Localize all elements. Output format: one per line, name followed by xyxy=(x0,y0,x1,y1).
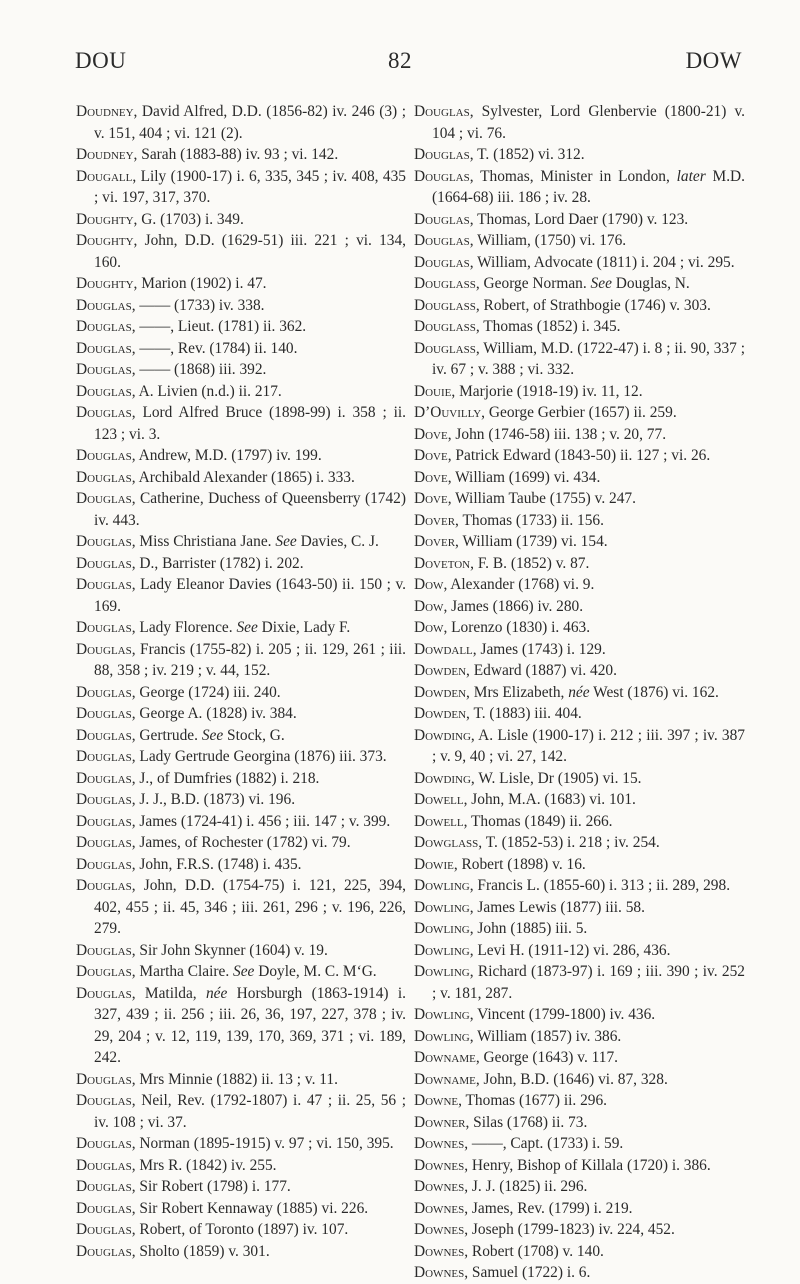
index-entry xyxy=(414,703,745,725)
entry-surname: Douglas, xyxy=(76,963,136,980)
index-entry xyxy=(414,660,745,682)
entry-detail: James Lewis (1877) iii. 58. xyxy=(473,898,645,916)
entry-detail: William Taube (1755) v. 247. xyxy=(451,490,636,507)
entry-detail: Marjorie (1918-19) iv. 11, 12. xyxy=(455,382,643,400)
entry-detail: John, F.R.S. (1748) i. 435. xyxy=(135,855,302,873)
entry-detail: Francis L. (1855-60) i. 313 ; ii. 289, 298. xyxy=(473,877,731,894)
entry-surname: Douglas, xyxy=(76,1156,136,1174)
index-entry xyxy=(414,596,745,618)
entry-detail: Levi H. (1911-12) vi. 286, 436. xyxy=(473,941,671,959)
entry-surname: Dowling, xyxy=(414,1027,474,1045)
index-entry xyxy=(76,338,406,360)
index-entry xyxy=(76,1090,406,1133)
entry-detail: J. J., B.D. (1873) vi. 196. xyxy=(135,791,296,808)
entry-see-target: Doyle, M. C. M‘G. xyxy=(254,963,377,980)
index-entry xyxy=(414,553,745,575)
entry-detail: Lorenzo (1830) i. 463. xyxy=(447,619,591,636)
entry-detail: William (1739) vi. 154. xyxy=(458,533,608,550)
entry-detail-cont: West (1876) vi. 162. xyxy=(589,683,719,701)
index-entry xyxy=(76,1133,406,1155)
entry-detail: Lady Eleanor Davies (1643-50) ii. 150 ; v. 169. xyxy=(94,576,406,615)
entry-detail: Robert (1898) v. 16. xyxy=(457,855,586,873)
entry-surname: Dove, xyxy=(414,425,452,443)
entry-surname: Douglas, xyxy=(76,1221,136,1238)
index-entry xyxy=(76,230,406,273)
entry-detail-cont: Horsburgh (1863-1914) i. 327, 439 ; ii. 256 ; iii. 26, 36, 197, 227, 378 ; iv. 29, 204 ; v. 12, 119, 139, 170, 369, 371 ; vi. 189, 242. xyxy=(94,984,406,1066)
entry-surname: Downer, xyxy=(414,1113,470,1131)
entry-surname: Dowling, xyxy=(414,920,474,937)
entry-detail: Norman (1895-1915) v. 97 ; vi. 150, 395. xyxy=(135,1135,394,1152)
entry-detail: Andrew, M.D. (1797) iv. 199. xyxy=(135,447,322,464)
entry-see: See xyxy=(229,963,255,980)
entry-surname: Douglass, xyxy=(414,296,480,314)
index-entry xyxy=(76,166,406,209)
entry-detail: Robert, of Toronto (1897) iv. 107. xyxy=(135,1221,349,1238)
entry-surname: Douglas, xyxy=(76,984,136,1002)
index-entry xyxy=(414,381,745,403)
entry-surname: Douglas, xyxy=(76,1178,136,1195)
entry-surname: Douglas, xyxy=(76,468,136,486)
entry-surname: Dowglass, xyxy=(414,834,483,851)
index-entry xyxy=(76,553,406,575)
entry-see: See xyxy=(197,726,224,744)
index-entry xyxy=(76,445,406,467)
entry-detail: James (1724-41) i. 456 ; iii. 147 ; v. 399. xyxy=(135,812,391,830)
entry-detail: Vincent (1799-1800) iv. 436. xyxy=(473,1006,656,1023)
index-entry xyxy=(414,1262,745,1284)
index-entry xyxy=(76,768,406,790)
entry-detail: Sholto (1859) v. 301. xyxy=(135,1242,270,1260)
index-entry xyxy=(414,488,745,510)
entry-surname: Douglas, xyxy=(414,232,474,249)
entry-detail: Martha Claire. xyxy=(135,963,230,980)
entry-detail: Joseph (1799-1823) iv. 224, 452. xyxy=(468,1221,675,1238)
index-entry xyxy=(414,510,745,532)
entry-detail: ——, Rev. (1784) ii. 140. xyxy=(135,339,298,357)
index-entry xyxy=(76,811,406,833)
index-entry xyxy=(414,1026,745,1048)
index-entry xyxy=(414,273,745,295)
index-entry xyxy=(414,402,745,424)
entry-detail: Archibald Alexander (1865) i. 333. xyxy=(135,468,355,486)
entry-surname: Douglas, xyxy=(76,1070,136,1088)
index-entry xyxy=(76,531,406,553)
entry-nee: née xyxy=(205,984,228,1002)
index-entry xyxy=(414,725,745,768)
index-entry xyxy=(76,1176,406,1198)
index-entry xyxy=(76,875,406,940)
entry-detail: G. (1703) i. 349. xyxy=(137,210,244,228)
index-entry xyxy=(414,295,745,317)
entry-surname: Douglas, xyxy=(414,210,474,228)
entry-surname: Douglas, xyxy=(76,619,136,636)
entry-see: See xyxy=(586,275,612,292)
index-entry xyxy=(76,101,406,144)
index-entry xyxy=(414,467,745,489)
index-entry xyxy=(414,682,745,704)
entry-detail: Mrs R. (1842) iv. 255. xyxy=(135,1156,277,1174)
entry-surname: Douglas, xyxy=(76,877,136,894)
index-entry xyxy=(414,1241,745,1263)
entry-detail: James (1866) iv. 280. xyxy=(447,597,584,615)
entry-surname: Douglass, xyxy=(414,339,480,357)
index-entry xyxy=(76,1069,406,1091)
entry-surname: Downes, xyxy=(414,1178,469,1195)
entry-surname: Douglas, xyxy=(414,167,474,185)
entry-surname: Douglas, xyxy=(76,404,136,421)
entry-detail: George Norman. xyxy=(479,275,587,292)
index-entry xyxy=(76,940,406,962)
entry-detail: Neil, Rev. (1792-1807) i. 47 ; ii. 25, 56 ; iv. 108 ; vi. 37. xyxy=(94,1092,406,1131)
entry-detail: Thomas (1852) i. 345. xyxy=(479,318,621,335)
entry-detail: Francis (1755-82) i. 205 ; ii. 129, 261 ; iii. 88, 358 ; iv. 219 ; v. 44, 152. xyxy=(94,640,406,679)
index-entry xyxy=(414,1004,745,1026)
entry-surname: Dowling, xyxy=(414,1006,474,1023)
index-entry xyxy=(76,316,406,338)
entry-surname: Downes, xyxy=(414,1264,469,1281)
entry-detail: Thomas, Minister in London, xyxy=(473,167,677,185)
entry-surname: Downame, xyxy=(414,1070,480,1088)
index-entry xyxy=(76,854,406,876)
index-entry xyxy=(414,1155,745,1177)
entry-surname: Dowell, xyxy=(414,812,468,830)
index-entry xyxy=(414,875,745,897)
entry-surname: Doveton, xyxy=(414,554,474,572)
index-entry xyxy=(414,811,745,833)
index-entry xyxy=(414,230,745,252)
index-entry xyxy=(76,961,406,983)
entry-surname: Douglas, xyxy=(76,339,136,357)
entry-surname: Doudney, xyxy=(76,146,138,163)
entry-detail: Patrick Edward (1843-50) ii. 127 ; vi. 26. xyxy=(451,447,711,464)
index-entry xyxy=(414,1176,745,1198)
index-entry xyxy=(414,1090,745,1112)
entry-surname: Dowden, xyxy=(414,683,470,701)
index-entry xyxy=(414,1047,745,1069)
index-entry xyxy=(414,574,745,596)
entry-detail: Henry, Bishop of Killala (1720) i. 386. xyxy=(468,1156,711,1174)
entry-surname: Dowell, xyxy=(414,791,468,808)
entry-detail: Gertrude. xyxy=(135,726,198,744)
entry-detail: Edward (1887) vi. 420. xyxy=(469,662,617,679)
index-entry xyxy=(76,725,406,747)
entry-detail: —— (1733) iv. 338. xyxy=(135,296,265,314)
entry-surname: Douglas, xyxy=(76,683,136,701)
entry-later: later xyxy=(676,167,706,185)
entry-surname: Douglas, xyxy=(76,855,136,873)
entry-surname: Douglas, xyxy=(76,769,136,787)
entry-surname: Douglas, xyxy=(76,576,136,593)
right-column xyxy=(414,101,745,1284)
entry-see-target: Stock, G. xyxy=(223,726,285,744)
index-entry xyxy=(414,166,745,209)
entry-detail: Robert (1708) v. 140. xyxy=(468,1242,604,1260)
index-entry xyxy=(76,574,406,617)
entry-detail: Sarah (1883-88) iv. 93 ; vi. 142. xyxy=(137,146,339,163)
index-entry xyxy=(414,789,745,811)
entry-surname: Dover, xyxy=(414,533,459,550)
entry-surname: Douglas, xyxy=(76,1199,136,1217)
index-entry xyxy=(76,703,406,725)
index-entry xyxy=(414,101,745,144)
entry-detail: Thomas (1733) ii. 156. xyxy=(458,511,604,529)
index-entry xyxy=(76,746,406,768)
entry-surname: Douglas, xyxy=(76,447,136,464)
index-entry xyxy=(76,381,406,403)
entry-detail: Catherine, Duchess of Queensberry (1742) iv. 443. xyxy=(94,490,406,529)
entry-detail: Lady Florence. xyxy=(135,619,233,636)
entry-detail: T. (1852-53) i. 218 ; iv. 254. xyxy=(482,834,660,851)
entry-nee: née xyxy=(568,683,590,701)
index-entry xyxy=(414,531,745,553)
entry-detail: William (1699) vi. 434. xyxy=(451,468,601,486)
entry-surname: Douglas, xyxy=(76,791,136,808)
entry-detail: John, B.D. (1646) vi. 87, 328. xyxy=(479,1070,668,1088)
index-entry xyxy=(76,639,406,682)
entry-surname: Douglas, xyxy=(76,382,136,400)
index-entry xyxy=(414,144,745,166)
entry-surname: Dowding, xyxy=(414,769,475,787)
entry-surname: Dow, xyxy=(414,597,448,615)
index-entry xyxy=(414,918,745,940)
entry-detail: William (1857) iv. 386. xyxy=(473,1027,622,1045)
entry-surname: Douglas, xyxy=(76,361,136,378)
entry-detail: J., of Dumfries (1882) i. 218. xyxy=(135,769,320,787)
entry-surname: Douglas, xyxy=(76,1242,136,1260)
entry-detail: J. J. (1825) ii. 296. xyxy=(468,1178,588,1195)
index-entry xyxy=(414,897,745,919)
entry-see-target: Douglas, N. xyxy=(611,275,690,292)
index-entry xyxy=(76,983,406,1069)
entry-surname: Downes, xyxy=(414,1242,469,1260)
index-entry xyxy=(414,445,745,467)
entry-surname: Douglas, xyxy=(76,1092,136,1109)
index-entry xyxy=(76,1241,406,1263)
entry-detail: John (1746-58) iii. 138 ; v. 20, 77. xyxy=(451,425,667,443)
entry-detail: John, D.D. (1629-51) iii. 221 ; vi. 134, 160. xyxy=(94,232,406,271)
entry-surname: Doughty, xyxy=(76,232,138,249)
entry-surname: Dowding, xyxy=(414,726,475,744)
entry-detail: F. B. (1852) v. 87. xyxy=(473,554,590,572)
entry-surname: Dougall, xyxy=(76,167,137,185)
entry-detail: D., Barrister (1782) i. 202. xyxy=(135,554,304,572)
entry-surname: Downes, xyxy=(414,1156,469,1174)
entry-see-target: Davies, C. J. xyxy=(296,533,379,550)
entry-surname: Douglas, xyxy=(414,253,474,271)
entry-detail: William, M.D. (1722-47) i. 8 ; ii. 90, 337 ; iv. 67 ; v. 388 ; vi. 332. xyxy=(432,339,745,378)
entry-detail: George (1724) iii. 240. xyxy=(135,683,281,701)
entry-see-target: Dixie, Lady F. xyxy=(257,619,351,636)
entry-detail: James, Rev. (1799) i. 219. xyxy=(468,1199,633,1217)
index-entry xyxy=(414,940,745,962)
entry-surname: Dow, xyxy=(414,576,448,593)
entry-detail: ——, Capt. (1733) i. 59. xyxy=(468,1135,624,1152)
entry-detail: Miss Christiana Jane. xyxy=(135,533,272,550)
index-entry xyxy=(76,832,406,854)
entry-detail: George Gerbier (1657) ii. 259. xyxy=(485,404,677,421)
entry-detail: Sir Robert (1798) i. 177. xyxy=(135,1178,291,1195)
entry-detail: Robert, of Strathbogie (1746) v. 303. xyxy=(479,296,711,314)
entry-detail: William, (1750) vi. 176. xyxy=(473,232,627,249)
entry-detail: John, D.D. (1754-75) i. 121, 225, 394, 402, 455 ; ii. 45, 346 ; iii. 261, 296 ; v. 196, 226, 279. xyxy=(94,877,406,937)
index-entry xyxy=(414,338,745,381)
entry-surname: Douglass, xyxy=(414,275,480,292)
entry-surname: Douglas, xyxy=(76,296,136,314)
entry-detail: Mrs Minnie (1882) ii. 13 ; v. 11. xyxy=(135,1070,338,1088)
entry-detail: Matilda, xyxy=(135,984,206,1002)
index-entry xyxy=(76,359,406,381)
index-entry xyxy=(76,1155,406,1177)
index-entry xyxy=(76,682,406,704)
entry-surname: Dowden, xyxy=(414,705,470,722)
entry-see: See xyxy=(232,619,258,636)
entry-surname: Doughty, xyxy=(76,275,138,292)
index-entry xyxy=(414,209,745,231)
entry-detail: Thomas (1849) ii. 266. xyxy=(467,812,613,830)
entry-detail: George A. (1828) iv. 384. xyxy=(135,705,297,722)
index-entry xyxy=(76,488,406,531)
index-entry xyxy=(414,1198,745,1220)
entry-surname: Dove, xyxy=(414,468,452,486)
entry-surname: Dowling, xyxy=(414,941,474,959)
entry-surname: Downes, xyxy=(414,1199,469,1217)
entry-detail: W. Lisle, Dr (1905) vi. 15. xyxy=(474,769,642,787)
entry-detail: Marion (1902) i. 47. xyxy=(137,275,267,292)
entry-surname: Douglas, xyxy=(76,705,136,722)
entry-surname: Douglas, xyxy=(76,490,136,507)
entry-detail: James, of Rochester (1782) vi. 79. xyxy=(135,834,351,851)
index-entry xyxy=(76,1198,406,1220)
entry-detail: Samuel (1722) i. 6. xyxy=(468,1264,591,1281)
left-column xyxy=(76,101,406,1262)
entry-surname: Dowling, xyxy=(414,963,474,980)
page-number: 82 xyxy=(388,48,412,73)
index-entry xyxy=(414,832,745,854)
index-entry xyxy=(76,273,406,295)
entry-detail: Sylvester, Lord Glenbervie (1800-21) v. 104 ; vi. 76. xyxy=(432,103,745,142)
index-entry xyxy=(76,467,406,489)
header-right-word: DOW xyxy=(685,48,742,73)
index-entry xyxy=(76,402,406,445)
index-entry xyxy=(414,961,745,1004)
entry-detail: William, Advocate (1811) i. 204 ; vi. 295. xyxy=(473,253,735,271)
entry-detail: Silas (1768) ii. 73. xyxy=(469,1113,588,1131)
index-entry xyxy=(414,1133,745,1155)
index-entry xyxy=(414,1219,745,1241)
index-entry xyxy=(76,617,406,639)
entry-surname: Douglas, xyxy=(414,146,474,163)
entry-surname: Douglas, xyxy=(76,812,136,830)
entry-surname: Douglas, xyxy=(76,640,136,658)
entry-detail: Alexander (1768) vi. 9. xyxy=(447,576,595,593)
entry-surname: Dow, xyxy=(414,619,448,636)
index-entry xyxy=(76,209,406,231)
entry-surname: Douglas, xyxy=(76,1135,136,1152)
entry-surname: D’Ouvilly, xyxy=(414,404,486,421)
entry-see: See xyxy=(271,533,297,550)
index-entry xyxy=(414,639,745,661)
entry-detail: T. (1852) vi. 312. xyxy=(473,146,585,163)
entry-detail: Thomas, Lord Daer (1790) v. 123. xyxy=(473,210,689,228)
index-entry xyxy=(76,295,406,317)
entry-detail: —— (1868) iii. 392. xyxy=(135,361,267,378)
index-entry xyxy=(414,1112,745,1134)
entry-surname: Douglas, xyxy=(76,834,136,851)
entry-detail: T. (1883) iii. 404. xyxy=(469,705,582,722)
entry-surname: Douglas, xyxy=(76,554,136,572)
entry-detail: A. Livien (n.d.) ii. 217. xyxy=(135,382,282,400)
header-left-word: DOU xyxy=(75,48,127,73)
entry-surname: Douglass, xyxy=(414,318,480,335)
entry-surname: Douglas, xyxy=(76,748,136,765)
entry-surname: Dowdall, xyxy=(414,640,477,658)
entry-surname: Downe, xyxy=(414,1092,462,1109)
entry-detail: ——, Lieut. (1781) ii. 362. xyxy=(135,318,307,335)
entry-detail-cont: M.D. (1664-68) iii. 186 ; iv. 28. xyxy=(432,167,746,206)
index-entry xyxy=(414,316,745,338)
index-entry xyxy=(414,1069,745,1091)
entry-detail: John, M.A. (1683) vi. 101. xyxy=(467,791,636,808)
index-entry xyxy=(414,854,745,876)
index-entry xyxy=(76,789,406,811)
entry-detail: Thomas (1677) ii. 296. xyxy=(461,1092,608,1109)
entry-surname: Dowie, xyxy=(414,855,458,873)
index-entry xyxy=(414,424,745,446)
entry-surname: Downame, xyxy=(414,1049,480,1066)
entry-surname: Douie, xyxy=(414,382,456,400)
entry-detail: Sir John Skynner (1604) v. 19. xyxy=(135,941,328,959)
entry-detail: Lady Gertrude Georgina (1876) iii. 373. xyxy=(135,748,387,765)
entry-surname: Dowden, xyxy=(414,662,470,679)
entry-detail: A. Lisle (1900-17) i. 212 ; iii. 397 ; iv. 387 ; v. 9, 40 ; vi. 27, 142. xyxy=(432,726,745,765)
entry-detail: Lord Alfred Bruce (1898-99) i. 358 ; ii. 123 ; vi. 3. xyxy=(94,404,406,443)
entry-surname: Dowling, xyxy=(414,877,474,894)
entry-surname: Douglas, xyxy=(76,726,136,744)
index-entry xyxy=(76,1219,406,1241)
entry-surname: Doudney, xyxy=(76,103,138,120)
entry-surname: Downes, xyxy=(414,1221,469,1238)
entry-surname: Downes, xyxy=(414,1135,469,1152)
entry-surname: Dover, xyxy=(414,511,459,529)
entry-detail: John (1885) iii. 5. xyxy=(473,920,588,937)
index-entry xyxy=(414,252,745,274)
index-entry xyxy=(414,617,745,639)
entry-detail: Mrs Elizabeth, xyxy=(469,683,569,701)
entry-surname: Douglas, xyxy=(76,941,136,959)
entry-surname: Dove, xyxy=(414,490,452,507)
entry-detail: Richard (1873-97) i. 169 ; iii. 390 ; iv. 252 ; v. 181, 287. xyxy=(432,963,745,1002)
entry-detail: George (1643) v. 117. xyxy=(479,1049,619,1066)
entry-detail: James (1743) i. 129. xyxy=(476,640,606,658)
entry-surname: Dowling, xyxy=(414,898,474,916)
entry-detail: Lily (1900-17) i. 6, 335, 345 ; iv. 408, 435 ; vi. 197, 317, 370. xyxy=(94,167,406,206)
index-entry xyxy=(76,144,406,166)
index-entry xyxy=(414,768,745,790)
entry-surname: Dove, xyxy=(414,447,452,464)
entry-detail: Sir Robert Kennaway (1885) vi. 226. xyxy=(135,1199,369,1217)
page-header xyxy=(0,48,800,78)
entry-detail: David Alfred, D.D. (1856-82) iv. 246 (3) ; v. 151, 404 ; vi. 121 (2). xyxy=(94,103,406,142)
entry-surname: Douglas, xyxy=(76,533,136,550)
entry-surname: Doughty, xyxy=(76,210,138,228)
entry-surname: Douglas, xyxy=(414,103,474,120)
entry-surname: Douglas, xyxy=(76,318,136,335)
